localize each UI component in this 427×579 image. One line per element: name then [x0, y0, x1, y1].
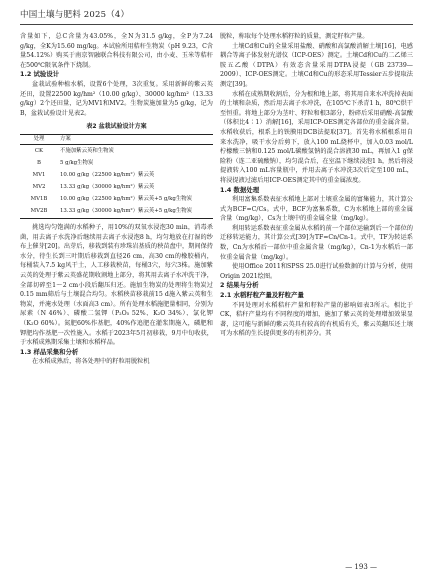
table-row	[20, 206, 213, 219]
table-cell: MV1	[32, 171, 46, 178]
journal-header: 中国土壤与肥料 2025（4）	[20, 10, 130, 20]
paragraph: 不同处理对水稻秸秆产量和籽粒产量的影响如表3所示。相比于CK，秸秆产量均有不同程度的增加，施加了紫云英的处理增加效果显著，这可能与新鲜的紫云英具有较高的有机质有关，紫云英翻压还土壤可为水稻的生长提供更多的有机养分。其	[220, 301, 413, 338]
table-title: 表2 盆栽试验设计方案	[86, 123, 147, 131]
left-column	[20, 32, 213, 367]
table-cell: 10.00 g/kg（22500 kg/hm²）紫云英+5 g/kg生物炭	[60, 196, 193, 203]
table-cell: MV2	[32, 184, 46, 191]
paragraph: 土壤Cd和Cu的全量采用盐酸、硝酸和高氯酸消解土壤[16]，电感耦合等离子体发射光谱仪（ICP-OES）测定。土壤Cd和Cu的二乙烯三胺五乙酸（DTPA）有效态含量采用DTPA浸提（GB 23739—2009）、ICP-OES测定。土壤Cd和Cu的形态采用Tessier五步提取法测定[39]。	[220, 42, 413, 88]
section-heading: 1.3 样品采集和分析	[20, 347, 79, 356]
table-row	[20, 157, 213, 169]
table-cell: 5 g/kg生物炭	[60, 159, 94, 166]
paragraph: 盆栽试验种植水稻，设置6个处理，3次重复。采用新鲜的紫云英还田，设置22500 kg/hm²（10.00 g/kg）、30000 kg/hm²（13.33 g/kg）2个还田量，记为MV1和MV2。生物炭施加量为5 g/kg，记为B，盆栽试验设计见表2。	[20, 80, 213, 117]
section-heading: 1.4 数据处理	[220, 185, 260, 194]
right-column	[220, 32, 413, 339]
paragraph: 脱粒，称取每个处理水稻籽粒的质量，测定籽粒产量。	[220, 33, 369, 40]
table-row	[20, 194, 213, 206]
table-row	[20, 182, 213, 194]
paragraph: 水稻在成熟期收割后，分为根和地上部，将其用自来水冲洗掉表面的土壤和杂质，然后用去离子水冲洗，在105℃下杀青1 h，80℃烘干至恒重。将地上部分为茎叶、籽粒和根3部分，粉碎后采用硝酸-高氯酸（体积比4∶1）消解[16]，采用ICP-OES测定各部位的重金属含量。水稻收获后，根系上的铁膜用DCB法提取[37]。首先将水稻根系用自来水洗净，吸干水分后剪下，放入100 mL烧杯中，加入0.03 mol/L柠檬酸三钠和0.125 mol/L碳酸氢钠的混合溶液30 mL，再加入1 g保险粉（连二亚硫酸钠），均匀混合后，在室温下继续浸泡1 h，然后将浸提液转入100 mL容量瓶中，并用去离子水冲洗3次后定至100 mL，将浸提液过滤后用ICP-OES测定其中的重金属浓度。	[220, 90, 413, 184]
paragraph: 利用转运系数表征重金属从水稻的前一个部位运输到后一个部位的迁移转运能力，其计算公式[39]为TF=Cn/Cn-1。式中，TF为转运系数，Cn为水稻后一部位中重金属含量（mg/kg），Cn-1为水稻后一部位重金属含量（mg/kg）。	[220, 224, 413, 261]
paragraph: 挑选均匀饱满的水稻种子，用10%的双氧水浸泡30 min，消毒杀菌，用去离子水洗净后继续用去离子水浸泡8 h，均匀地放在打湿的纱布上催芽[20]。出芽后，移栽到装有珍珠岩基质的秧苗盘中，期间保持水分，待生长到三叶期后移栽到直径26 cm、高30 cm的橡胶桶内，每桶装入7.5 kg风干土，人工移栽秧苗，每桶3穴，每穴3株。施加紫云英的处理于紫云英盛花期收割地上部分，将其用去离子水冲洗干净，全部切碎至1～2 cm小段后翻压归还。施加生物炭的处理将生物炭过0.15 mm筛后与土壤混合均匀。水稻秧苗移栽前15 d施入紫云英和生物炭，并淹水处理（水面高3 cm）。所有处理水稻施肥量相同，分别为尿素（N 46%）、磷酸二氢钾（P₂O₅ 52%、K₂O 34%）、氯化钾（K₂O 60%）。氮肥60%作基肥，40%作追肥在灌浆期施入，磷肥和钾肥均作基肥一次性施入。水稻于2023年5月初移栽，9月中旬收获，于水稻成熟期采集土壤和水稻样品。	[20, 224, 213, 347]
paragraph: 含量如下，总C含量为43.05%，全N为31.5 g/kg，全P为7.24 g/kg，全K为15.60 mg/kg。本试验所用秸秆生物炭（pH 9.23，C含量54.12%）购买于南京智融联合科技有限公司，由小麦、玉米等秸秆在500℃限氧条件下烧制。	[20, 33, 213, 69]
paragraph: 在水稻成熟后，将各处理中的籽粒用脱粒机	[32, 358, 150, 366]
table-cell: 不施加紫云英和生物炭	[60, 147, 114, 154]
table-row	[20, 169, 213, 181]
paragraph: 利用富集系数表征水稻地上部对土壤重金属的富集能力，其计算公式为BCF=C/Cs。式中，BCF为富集系数，C为水稻地上部的重金属含量（mg/kg），Cs为土壤中的重金属全量（mg/kg）。	[220, 196, 413, 223]
table-cell: MV2B	[20, 206, 58, 219]
table-cell: MV1B	[30, 196, 48, 203]
paragraph: 使用Office 2011和SPSS 25.0进行试验数据的计算与分析，使用Origin 2021绘图。	[220, 263, 413, 280]
table-cell: 13.33 g/kg（30000 kg/hm²）紫云英	[60, 184, 155, 191]
subsection-heading: 2.1 水稻籽粒产量及籽粒产量	[220, 291, 304, 300]
table-header-cell: 方案	[58, 134, 213, 144]
page-number: — 193 —	[345, 563, 377, 571]
table-cell: 13.33 g/kg（30000 kg/hm²）紫云英+5 g/kg生物炭	[58, 206, 213, 219]
header-divider	[20, 24, 413, 25]
table-row	[20, 144, 213, 157]
section-heading: 2 结果与分析	[220, 281, 259, 290]
table-cell: CK	[34, 147, 44, 154]
table-cell: 10.00 g/kg（22500 kg/hm²）紫云英	[60, 171, 155, 178]
table-header-cell: 处理	[20, 134, 58, 144]
design-table	[20, 134, 213, 219]
section-heading: 1.2 试验设计	[20, 70, 60, 79]
table-header-row	[20, 134, 213, 144]
table-cell: B	[37, 159, 41, 166]
